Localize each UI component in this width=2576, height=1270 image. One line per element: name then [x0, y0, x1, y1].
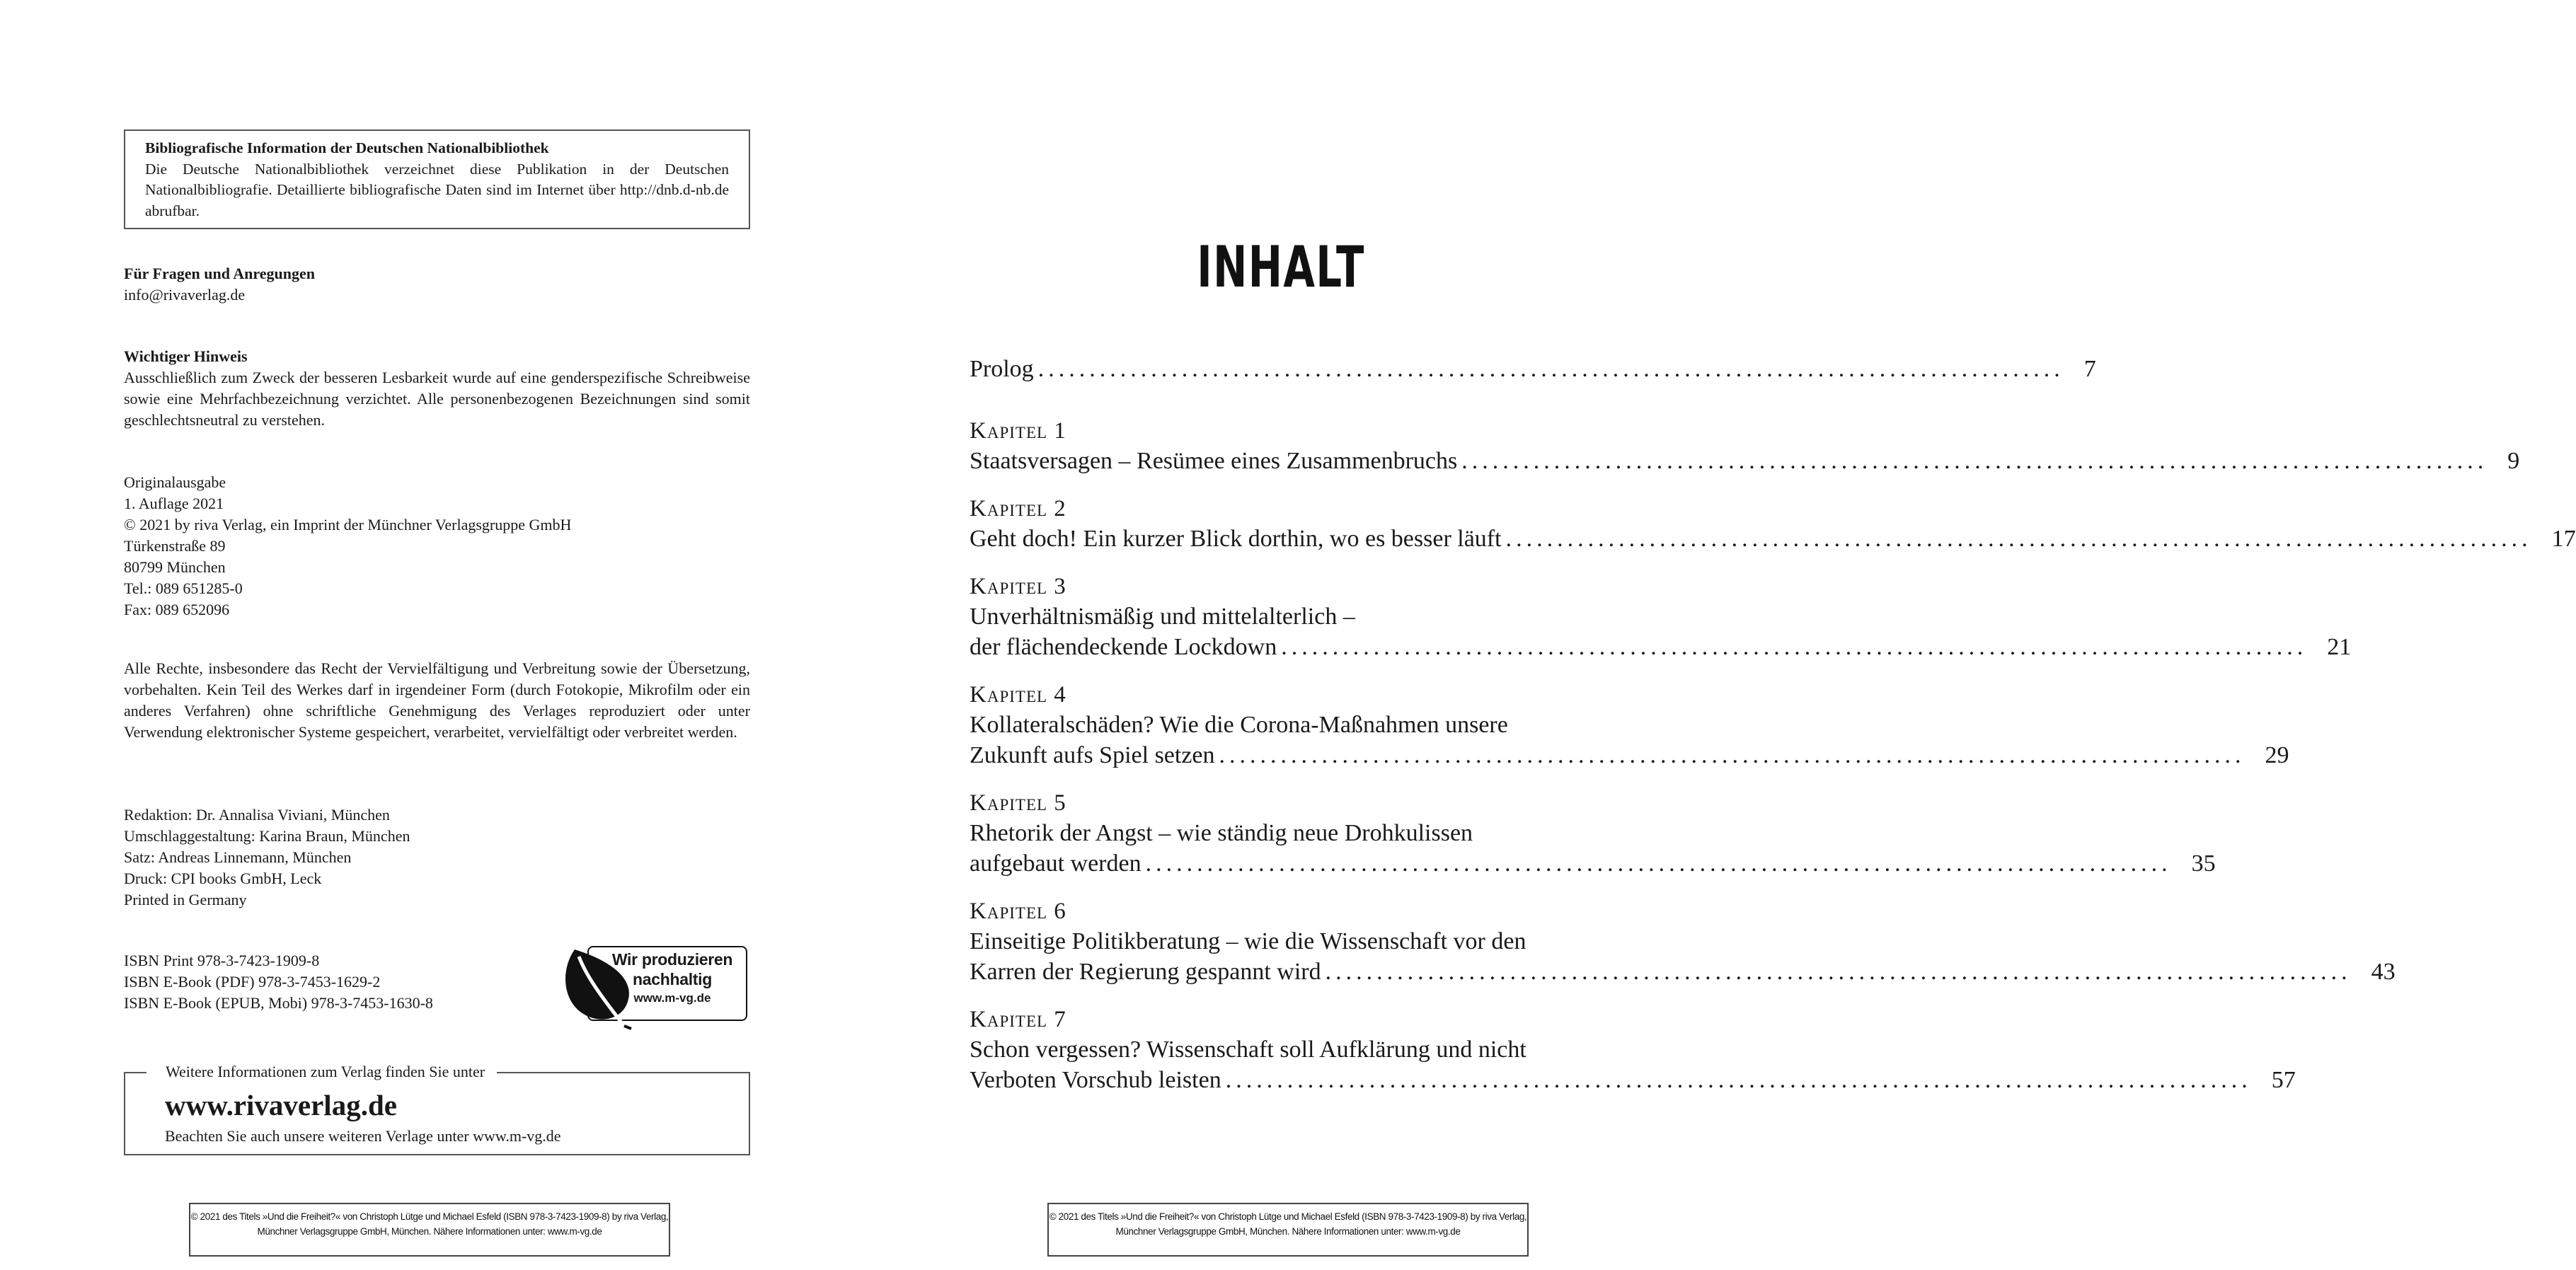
- credit-line: Satz: Andreas Linnemann, München: [124, 848, 352, 866]
- credit-line: Druck: CPI books GmbH, Leck: [124, 870, 322, 887]
- footer-line1: © 2021 des Titels »Und die Freiheit?« von Christoph Lütge und Michael Esfeld (ISBN 978-3-7423-1909-8) by riva Verlag,: [1049, 1211, 1527, 1222]
- website-legend: Weitere Informationen zum Verlag finden Sie unter: [146, 1061, 497, 1083]
- footer-line2: Münchner Verlagsgruppe GmbH, München. Nähere Informationen unter: www.m-vg.de: [257, 1226, 602, 1237]
- dnb-info-box: [124, 129, 750, 229]
- footer-line1: © 2021 des Titels »Und die Freiheit?« von Christoph Lütge und Michael Esfeld (ISBN 978-3-7423-1909-8) by riva Verlag,: [190, 1211, 669, 1222]
- dnb-heading: Bibliografische Information der Deutschen Nationalbibliothek: [145, 139, 549, 156]
- toc-entry-title: Zukunft aufs Spiel setzen: [970, 742, 1215, 768]
- toc-entry-title: Prolog: [970, 356, 1034, 382]
- edition-line: Türkenstraße 89: [124, 537, 226, 555]
- copyright-footer-left: [189, 1203, 670, 1257]
- page-title: INHALT: [1197, 234, 1365, 300]
- toc-entry: [970, 896, 2396, 987]
- isbn-list: [124, 950, 548, 1014]
- edition-line: Originalausgabe: [124, 473, 226, 491]
- toc-line: [970, 524, 2576, 554]
- toc-leader: ....................................................................................................: [1225, 1067, 2252, 1093]
- copyright-footer-right: [1047, 1203, 1529, 1257]
- questions-section: [124, 263, 548, 306]
- badge-line1: Wir produzieren: [611, 950, 733, 969]
- website-more: Beachten Sie auch unsere weiteren Verlage unter www.m-vg.de: [165, 1127, 561, 1145]
- toc-entry-title: Schon vergessen? Wissenschaft soll Aufklärung und nicht: [970, 1037, 1526, 1063]
- toc-entry-title: Unverhältnismäßig und mittelalterlich –: [970, 604, 1355, 630]
- toc-entry-title: Staatsversagen – Resümee eines Zusammenbruchs: [970, 448, 1458, 474]
- toc-entry: [970, 354, 2096, 384]
- toc-chapter-label: Kapitel 7: [970, 1007, 1066, 1032]
- toc-leader: ....................................................................................................: [1325, 959, 2352, 985]
- toc-page-number: 7: [2083, 356, 2096, 382]
- toc-entry-title: der flächendeckende Lockdown: [970, 634, 1277, 660]
- toc-line: [970, 818, 1596, 848]
- toc-entry: [970, 494, 2576, 554]
- toc-entry-title: Geht doch! Ein kurzer Blick dorthin, wo es besser läuft: [970, 526, 1502, 552]
- toc-line: [970, 926, 1596, 957]
- toc-chapter-label: Kapitel 1: [970, 418, 1066, 444]
- toc-chapter-label: Kapitel 6: [970, 899, 1066, 924]
- toc-line: [970, 601, 1596, 632]
- edition-line: © 2021 by riva Verlag, ein Imprint der Münchner Verlagsgruppe GmbH: [124, 516, 572, 533]
- badge-text: [602, 949, 743, 1008]
- edition-line: 80799 München: [124, 558, 226, 576]
- toc-line: [970, 710, 1596, 740]
- toc-page-number: 21: [2327, 634, 2352, 660]
- footer-line2: Münchner Verlagsgruppe GmbH, München. Nähere Informationen unter: www.m-vg.de: [1115, 1226, 1461, 1237]
- toc-line: [970, 957, 2396, 987]
- edition-line: Tel.: 089 651285-0: [124, 579, 243, 597]
- toc-line: [970, 1065, 2296, 1095]
- dnb-text: Die Deutsche Nationalbibliothek verzeichnet diese Publikation in der Deutschen Nationalbibliografie. Detaillierte bibliografische Daten sind im Internet über http://dnb.d-nb.de abrufbar.: [145, 160, 729, 219]
- credits-list: [124, 804, 750, 911]
- important-notice: [124, 346, 750, 431]
- credit-line: Umschlaggestaltung: Karina Braun, München: [124, 827, 410, 845]
- edition-info: [124, 472, 750, 620]
- toc-page-number: 17: [2551, 526, 2576, 552]
- isbn-line: ISBN E-Book (PDF) 978-3-7453-1629-2: [124, 973, 381, 991]
- toc-page-number: 35: [2191, 850, 2216, 877]
- toc-entry-title: Einseitige Politikberatung – wie die Wissenschaft vor den: [970, 928, 1526, 954]
- toc-entry-title: Karren der Regierung gespannt wird: [970, 959, 1321, 985]
- sustainability-badge: [559, 941, 750, 1029]
- credit-line: Printed in Germany: [124, 891, 247, 908]
- toc-leader: ....................................................................................................: [1145, 850, 2172, 877]
- toc-chapter-label: Kapitel 3: [970, 574, 1066, 599]
- toc-leader: ....................................................................................................: [1461, 448, 2488, 474]
- credit-line: Redaktion: Dr. Annalisa Viviani, München: [124, 806, 390, 824]
- toc-line: [970, 1034, 1596, 1065]
- toc-entry: [970, 416, 2520, 476]
- badge-line2: nachhaltig: [632, 970, 712, 988]
- toc-line: [970, 354, 2096, 384]
- toc-line: [970, 632, 2352, 662]
- toc-leader: ....................................................................................................: [1505, 526, 2532, 552]
- toc-entry-title: Verboten Vorschub leisten: [970, 1067, 1221, 1093]
- toc-entry: [970, 788, 2216, 879]
- toc-leader: ....................................................................................................: [1037, 356, 2064, 382]
- questions-heading: Für Fragen und Anregungen: [124, 265, 315, 282]
- toc-entry-title: Kollateralschäden? Wie die Corona-Maßnahmen unsere: [970, 712, 1508, 738]
- isbn-line: ISBN E-Book (EPUB, Mobi) 978-3-7453-1630-8: [124, 994, 433, 1012]
- badge-url: www.m-vg.de: [633, 991, 711, 1005]
- toc-page-number: 43: [2371, 959, 2396, 985]
- notice-heading: Wichtiger Hinweis: [124, 347, 248, 365]
- notice-text: Ausschließlich zum Zweck der besseren Lesbarkeit wurde auf eine genderspezifische Schreibweise sowie eine Mehrfachbezeichnung verzichtet. Alle personenbezogenen Bezeichnungen sind somit geschlechtsneutral zu verstehen.: [124, 369, 750, 429]
- toc-page-number: 57: [2271, 1067, 2296, 1093]
- toc-line: [970, 848, 2216, 879]
- toc-leader: ....................................................................................................: [1219, 742, 2246, 768]
- edition-line: Fax: 089 652096: [124, 601, 230, 618]
- toc-chapter-label: Kapitel 5: [970, 790, 1066, 816]
- toc-entry: [970, 1005, 2296, 1095]
- toc-line: [970, 446, 2520, 476]
- toc-page-number: 9: [2507, 448, 2520, 474]
- toc-chapter-label: Kapitel 2: [970, 496, 1066, 521]
- toc-leader: ....................................................................................................: [1281, 634, 2308, 660]
- rights-text: Alle Rechte, insbesondere das Recht der Vervielfältigung und Verbreitung sowie der Übersetzung, vorbehalten. Kein Teil des Werkes darf in irgendeiner Form (durch Fotokopie, Mikrofilm oder ein anderes Verfahren) ohne schriftliche Genehmigung des Verlages reproduziert oder unter Verwendung elektronischer Systeme gespeichert, verarbeitet, vervielfältigt oder verbreitet werden.: [124, 659, 750, 741]
- table-of-contents: [970, 354, 2576, 1113]
- rights-notice: [124, 658, 750, 743]
- toc-entry: [970, 680, 2289, 770]
- isbn-line: ISBN Print 978-3-7423-1909-8: [124, 952, 320, 969]
- website-url: www.rivaverlag.de: [165, 1089, 397, 1121]
- toc-entry-title: Rhetorik der Angst – wie ständig neue Drohkulissen: [970, 820, 1473, 846]
- toc-line: [970, 740, 2289, 770]
- website-box: [124, 1063, 750, 1155]
- toc-entry-title: aufgebaut werden: [970, 850, 1142, 877]
- edition-line: 1. Auflage 2021: [124, 495, 224, 512]
- questions-email: info@rivaverlag.de: [124, 286, 246, 304]
- toc-entry: [970, 572, 2352, 662]
- toc-page-number: 29: [2265, 742, 2289, 768]
- toc-chapter-label: Kapitel 4: [970, 682, 1066, 708]
